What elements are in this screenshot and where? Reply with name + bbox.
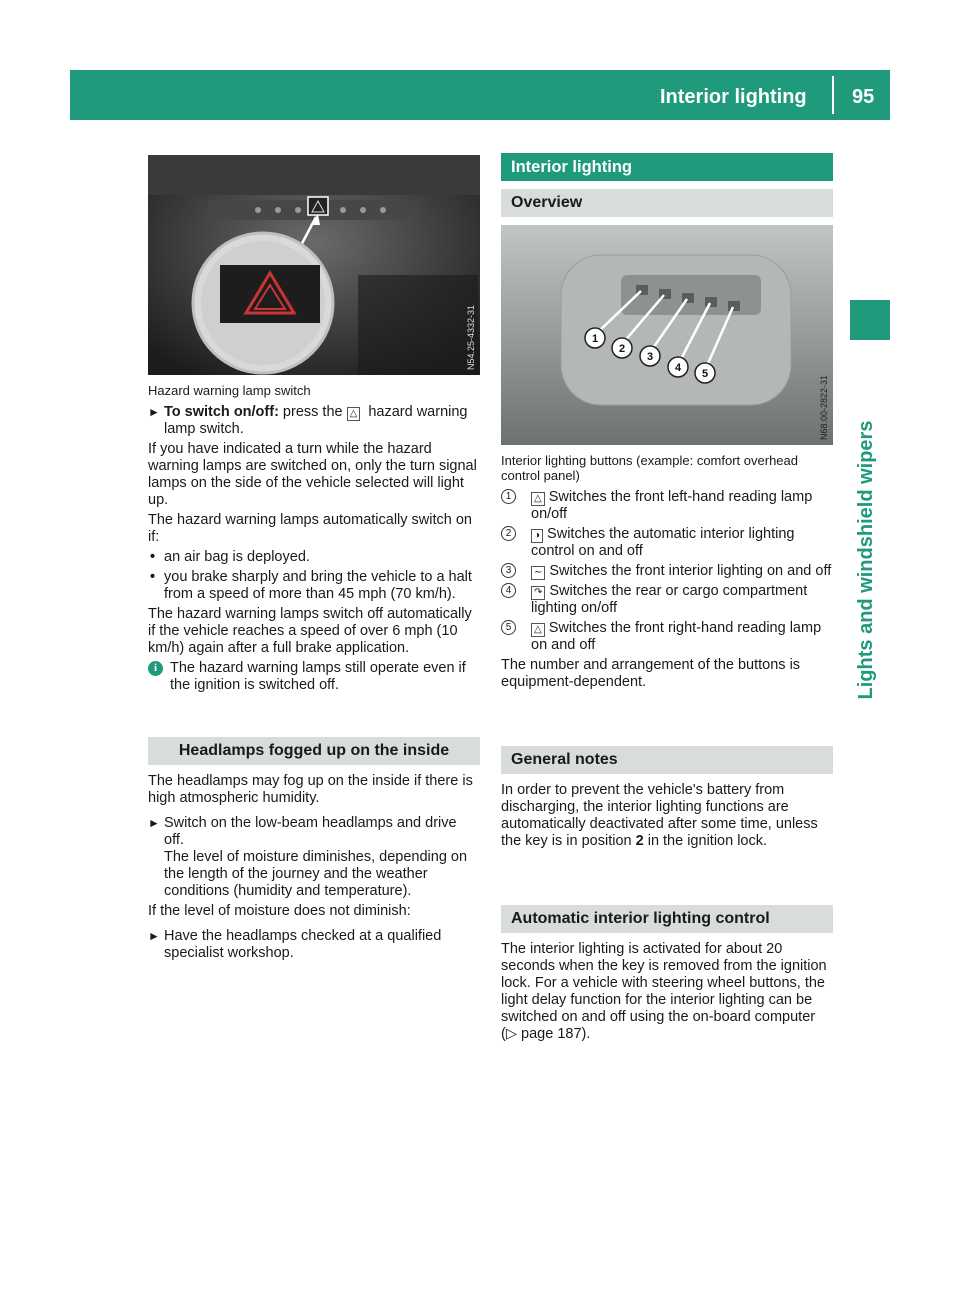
- list-item: [501, 489, 833, 523]
- bullet-icon: •: [150, 549, 156, 565]
- side-chapter-label: Lights and windshield wipers: [855, 420, 877, 700]
- paragraph-auto-switch: The hazard warning lamps automatically switch on if:: [148, 512, 472, 545]
- side-tab-marker: [850, 300, 890, 340]
- list-item: [501, 620, 833, 654]
- left-column: [148, 155, 480, 965]
- general-text-a: In order to prevent the vehicle's battery from discharging, the interior lighting functions are automatically deactivated after some time, unless the key is in position: [501, 782, 818, 849]
- info-note: [148, 660, 480, 694]
- section-interior-lighting: Interior lighting: [501, 153, 833, 181]
- step-arrow-icon: ►: [148, 929, 160, 943]
- step-arrow-icon: ►: [148, 405, 160, 419]
- overhead-photo-code: N68.00-2822-31: [819, 374, 829, 440]
- step-text-a: press the: [278, 404, 347, 420]
- paragraph-moisture: If the level of moisture does not diminish:: [148, 903, 411, 919]
- header-divider: [832, 76, 834, 114]
- item-text: Switches the rear or cargo compartment lighting on/off: [531, 583, 808, 616]
- reading-lamp-icon: △: [531, 492, 545, 506]
- paragraph-arrangement: The number and arrangement of the buttons is equipment-dependent.: [501, 657, 801, 690]
- list-item: [501, 526, 833, 560]
- note-text: The hazard warning lamps still operate even if the ignition is switched off.: [170, 660, 466, 693]
- hazard-photo-code: N54.25-4332-31: [466, 304, 476, 370]
- bullet-text: you brake sharply and bring the vehicle to a halt from a speed of more than 45 mph (70 km/h).: [164, 569, 472, 602]
- paragraph-turn-signal: If you have indicated a turn while the hazard warning lamps are switched on, only the turn signal lamps on the side of the vehicle selected will light up.: [148, 441, 477, 508]
- callout-1: 1: [591, 333, 599, 345]
- page-ref-arrow-icon: ▷: [505, 1026, 517, 1042]
- section-auto-lighting: Automatic interior lighting control: [501, 905, 833, 933]
- overhead-panel-photo: [501, 225, 833, 445]
- info-icon: i: [148, 661, 163, 676]
- auto-light-icon: ◑: [531, 529, 543, 543]
- hazard-switch-illustration: [148, 155, 480, 375]
- item-number: 5: [501, 620, 516, 635]
- callout-2: 2: [618, 343, 626, 355]
- paragraph-auto-off: The hazard warning lamps switch off automatically if the vehicle reaches a speed of over 6 mph (10 km/h) again after a full brake application.: [148, 606, 472, 656]
- section-overview: Overview: [501, 189, 833, 217]
- hazard-triangle-icon: △: [347, 407, 361, 421]
- reading-lamp-icon: △: [531, 623, 545, 637]
- callout-5: 5: [701, 368, 709, 380]
- bullet-icon: •: [150, 569, 156, 585]
- overhead-panel-illustration: [501, 225, 833, 445]
- overhead-photo-caption: Interior lighting buttons (example: comfort overhead control panel): [501, 453, 798, 483]
- item-number: 3: [501, 563, 516, 578]
- page-header-title: Interior lighting: [660, 86, 807, 108]
- list-item: [501, 583, 833, 617]
- step-label: To switch on/off:: [164, 404, 279, 420]
- step-continuation: The level of moisture diminishes, depending on the length of the journey and the weather conditions (humidity and temperature).: [164, 849, 468, 899]
- item-number: 2: [501, 526, 516, 541]
- key-position: 2: [635, 833, 644, 849]
- auto-text-a: The interior lighting is activated for about 20 seconds when the key is removed from the ignition lock. For a vehicle with steering wheel buttons, the light delay function for the interior lighting can be switched on and off using the on-board computer (: [501, 941, 827, 1042]
- hazard-switch-photo: [148, 155, 480, 375]
- section-fogged-headlamps: Headlamps fogged up on the inside: [148, 737, 480, 765]
- item-text: Switches the automatic interior lighting control on and off: [531, 526, 795, 559]
- item-text: Switches the front left-hand reading lamp on/off: [531, 489, 813, 522]
- front-interior-light-icon: ∼: [531, 566, 545, 580]
- rear-light-icon: ↷: [531, 586, 545, 600]
- right-column: [501, 153, 833, 1046]
- section-general-notes: General notes: [501, 746, 833, 774]
- paragraph-fog: The headlamps may fog up on the inside if there is high atmospheric humidity.: [148, 773, 473, 806]
- list-item: [501, 563, 833, 580]
- hazard-photo-caption: Hazard warning lamp switch: [148, 383, 311, 398]
- page-number: 95: [852, 86, 875, 108]
- general-text-b: in the ignition lock.: [643, 833, 768, 849]
- callout-4: 4: [674, 362, 682, 374]
- step-arrow-icon: ►: [148, 816, 160, 830]
- item-number: 4: [501, 583, 516, 598]
- item-text: Switches the front interior lighting on and off: [549, 563, 832, 579]
- page-reference-link[interactable]: page 187: [521, 1026, 582, 1042]
- step-switch-hazard: [148, 404, 480, 438]
- step-workshop: [148, 928, 480, 962]
- auto-text-b: ).: [581, 1026, 591, 1042]
- bullet-text: an air bag is deployed.: [164, 549, 310, 565]
- step-text: Have the headlamps checked at a qualified specialist workshop.: [164, 928, 442, 961]
- step-text-b: hazard warning lamp switch.: [164, 404, 468, 437]
- paragraph-auto: [501, 941, 833, 1043]
- paragraph-general: [501, 782, 833, 850]
- bullet-airbag: [148, 549, 480, 566]
- step-drive-off: [148, 815, 480, 900]
- callout-3: 3: [646, 351, 654, 363]
- bullet-brake: [148, 569, 480, 603]
- step-text: Switch on the low-beam headlamps and drive off.: [164, 815, 457, 848]
- item-text: Switches the front right-hand reading lamp on and off: [531, 620, 822, 653]
- item-number: 1: [501, 489, 516, 504]
